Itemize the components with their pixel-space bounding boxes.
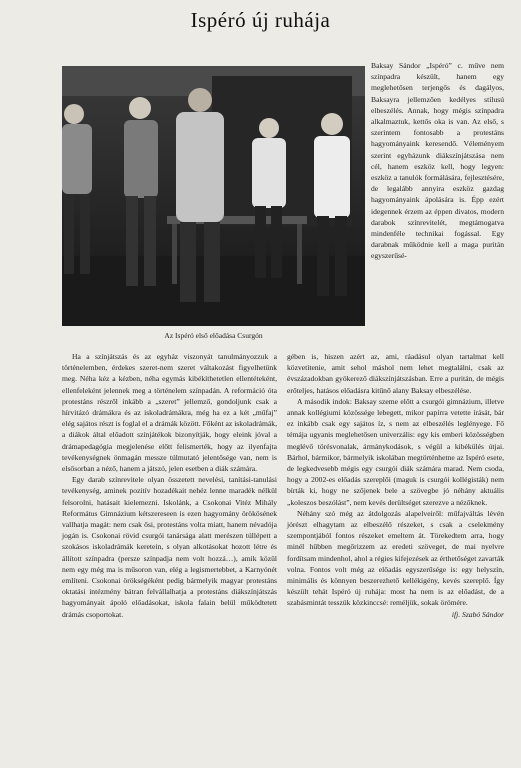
- paragraph: A második indok: Baksay szeme előtt a csurgói gimnázium, illetve annak kollégiumi közössége lebegett, mikor papírra vetette írását, bár ez inkább csak egy sajátos íz, s nem az elbeszélés leglényege. Fő témája ugyanis meglehetősen univerzális: egy kis emberi közösségben meglévő törésvonalak, ármánykodások, s végül a kibékülés útjai. Bárhol, bármikor, bármelyik iskolában megtörténhetne az Ispéró esete, de legkedvesebb mégis egy csurgói diák számára marad. Nem csoda, hogy a 2002-es előadás szereplői (maguk is csurgói kollégisták) nem bírták ki, hogy ne szőjenek bele a szövegbe jó néhány aktuális „koleszos beszólást”, nem kevés derültséget szerezve a nézőknek.: [287, 396, 504, 507]
- photo-caption: Az Ispéró első előadása Csurgón: [164, 331, 263, 340]
- stage-photo-image: [62, 66, 365, 326]
- article-title: Ispéró új ruhája: [190, 8, 331, 32]
- intro-paragraph: Baksay Sándor „Ispéró” c. műve nem színpadra készült, hanem egy meglehetősen terjengős és dagályos, Baksayra jellemzően kedélyes stílusú elbeszélés. Annak, hogy mégis színpadra alkalmaztuk, kettős oka is van. Az első, s szerintem fontosabb a protestáns hagyományaink keresendő. Véleményem szerint egyházunk diákszínjátszása nem cél, hanem eszköz kell, hogy legyen: eszköz a tanulók formálására, fejlesztésére, de legalább annyira eszköz gazdag hagyományaink ápolására is. Épp ezért idegennek érzem az éppen divatos, modern darabok színrevitelét, megtámogatva mindenféle technikai fogással. Egy darabnak működnie kell a maga puritán egyszerűsé-: [371, 61, 504, 261]
- stage-photo: [62, 66, 365, 326]
- paragraph: Ha a színjátszás és az egyház viszonyát tanulmányozzuk a történelemben, érdekes szeret-nem szeret váltakozást figyelhetünk meg. Néha kéz a kézben, néha egymás kibékíthetetlen ellentéteként, ellenfeleként jelennek meg a történelem színpadán. A reformáció óta protestáns részről inkább a „szeret” jellemző, gondoljunk csak a hírvitázó drámákra és az iskoladrámákra, még ha ez a két „műfaj” elég sajátos részt is foglal el a drámák között. Főként az iskoladrámák, a diákok által előadott színjátékok bizonyítják, hogy eleink jóval a drámapedagógia megjelenése előtt felismerték, hogy az ilyenfajta tevékenységnek önmagán messze túlmutató jelentősége van, nem is elsősorban a néző, hanem a játszó, jelen esetben a diák számára.: [62, 352, 277, 474]
- right-column: [287, 351, 504, 620]
- paragraph: gében is, hiszen azért az, ami, ráadásul olyan tartalmat kell közvetítenie, amit sehol máshol nem lehet megtalálni, csak az évszázadokban gyökerező diákszínjátszásban. Erre a puritán, de mégis erőteljes, hatásos előadásra kitűnő alany Baksay elbeszélése.: [287, 352, 504, 395]
- paragraph: Néhány szó még az átdolgozás alapelveiről: műfajváltás lévén jórészt elhagytam az elbeszélő részeket, s csak a cselekmény szempontjából fontos részeket emeltem át. Törekedtem arra, hogy minél hűbben megőrizzem az eredeti szöveget, de mai nyelvre fordítsam mindenhol, ahol a régies kifejezések az érthetőséget zavarták volna. Fontos volt még az előadás egyszerűsége is: egy helyszín, minimális és könnyen beszerezhető kellékigény, kevés szereplő. Így készült tehát Ispéró új ruhája: most ha nem is az előadást, de a szabásmintát tesszük közkinccsé: reméljük, sokak örömére.: [287, 508, 504, 608]
- paragraph: Egy darab színrevitele olyan összetett nevelési, tanítási-tanulási tevékenység, aminek pozitív hozadékait nehéz lenne maradék nélkül felsorolni, hatásait kielemezni. Iskolánk, a Csokonai Vitéz Mihály Református Gimnázium kétszereseen is ezen hagyomány örökösének vallhatja magát: nem csak ősi, protestáns volta miatt, hanem névadója jogán is. Csokonai rövid csurgói tanársága alatt merészen túllépett a szokásos iskoladrámák keretein, s olyan alkotásokat hozott létre és állított színpadra (persze színpadja nem volt hozzá…), amik közül nem egy még ma is műsoron van, elég a legismertebbet, a Karnyónét említeni. Csokonai örökségéként pedig bármelyik magyar protestáns oktatási intézmény bátran felvállalhatja a protestáns diákszínjátszás hagyományait ápoló előadásokat, iskola falain belül működtetett drámás csoportokat.: [62, 475, 277, 619]
- author-signature: ifj. Szabó Sándor: [451, 609, 504, 619]
- intro-column: [371, 60, 504, 262]
- left-column: [62, 351, 277, 620]
